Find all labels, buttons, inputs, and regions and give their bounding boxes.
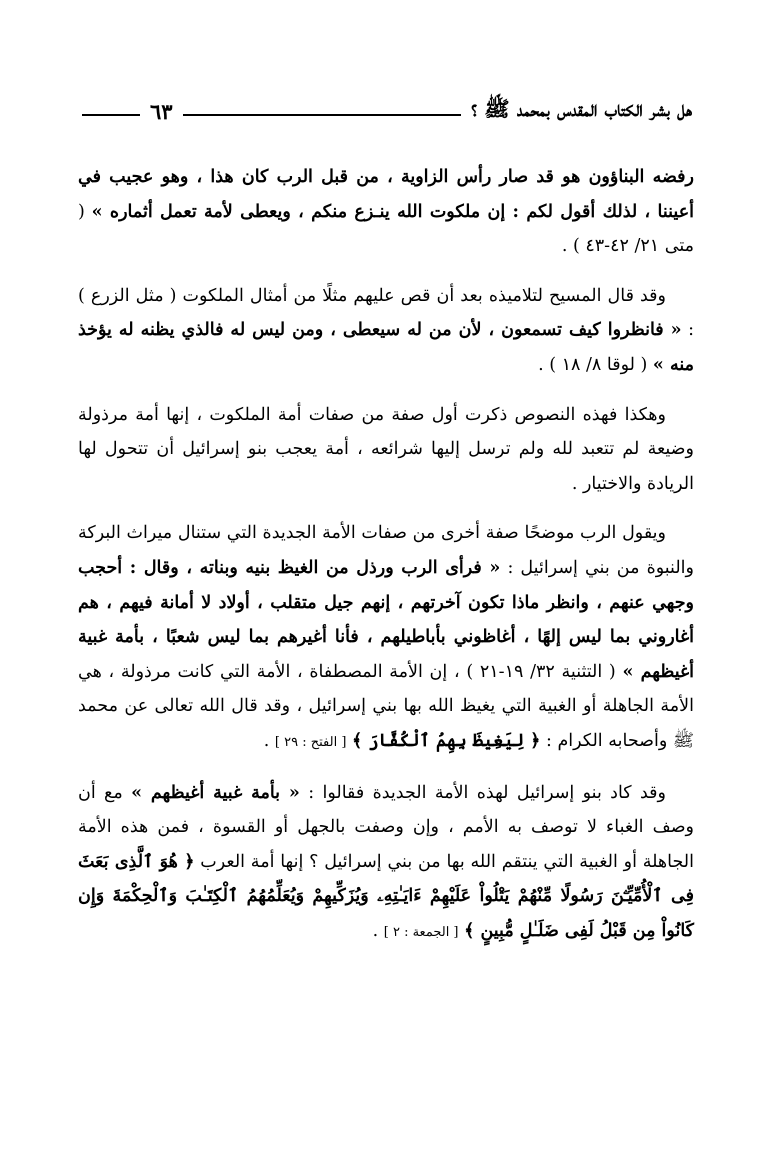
paragraph-4 <box>78 516 694 760</box>
citation-fath: [ الفتح : ٢٩ ] <box>274 734 347 750</box>
page-number: ٦٣ <box>150 98 173 124</box>
header-rule <box>183 114 462 116</box>
quote-deuteronomy: « فرأى الرب ورذل من الغيظ بنيه وبناته ، وقال : أحجب وجهي عنهم ، وانظر ماذا تكون آخرتهم ، إنهم جيل متقلب ، أولاد لا أمانة فيهم ، هم أغاروني بما ليس إلهًا ، أغاظوني بأباطيلهم ، فأنا أغيرهم بما ليس شعبًا ، بأمة غبية أغيظهم » <box>78 557 694 682</box>
quote-luke: « فانظروا كيف تسمعون ، لأن من له سيعطى ، ومن ليس له فالذي يظنه له يؤخذ منه » <box>78 320 694 375</box>
quran-verse-jumuah: ﴿ هُوَ ٱلَّذِى بَعَثَ فِى ٱلْأُمِّيِّـۧنَ رَسُولًا مِّنْهُمْ يَتْلُواْ عَلَيْهِمْ ءَايَـٰتِهِۦ وَيُزَكِّيهِمْ وَيُعَلِّمُهُمُ ٱلْكِتَـٰبَ وَٱلْحِكْمَةَ وَإِن كَانُواْ مِن قَبْلُ لَفِى ضَلَـٰلٍ مُّبِينٍ ﴾ <box>78 851 694 941</box>
body-text <box>78 160 694 950</box>
citation-jumuah: [ الجمعة : ٢ ] <box>383 924 459 940</box>
paragraph-4-intro: ويقول الرب موضحًا صفة أخرى من صفات الأمة الجديدة التي ستنال ميراث البركة والنبوة من بني إسرائيل : <box>78 523 694 578</box>
paragraph-1 <box>78 160 694 264</box>
running-title: هل بشر الكتاب المقدس بمحمد ﷺ ؟ <box>471 95 692 121</box>
reference-luke: ( لوقا ٨/ ١٨ ) . <box>538 354 648 375</box>
paragraph-2 <box>78 279 694 383</box>
quote-matthew: رفضه البناؤون هو قد صار رأس الزاوية ، من قبل الرب كان هذا ، وهو عجيب في أعيننا ، لذلك أقول لكم : إن ملكوت الله ينـزع منكم ، ويعطى لأمة تعمل أثماره » <box>78 167 694 222</box>
paragraph-5-middle: مع أن وصف الغباء لا توصف به الأمم ، وإن وصفت بالجهل أو القسوة ، فمن هذه الأمة الجاهلة أو الغبية التي ينتقم الله بها من بني إسرائيل ؟ إنها أمة العرب <box>78 782 694 872</box>
quote-foolish-nation: « بأمة غبية أغيظهم » <box>131 782 300 803</box>
paragraph-5-end: . <box>372 920 379 941</box>
paragraph-3-text: وهكذا فهذه النصوص ذكرت أول صفة من صفات أمة الملكوت ، إنها أمة مرذولة وضيعة لم تتعبد لله ولم ترسل إليها شرائعه ، أمة يعجب بنو إسرائيل أن تتحول لها الريادة والاختيار . <box>78 404 694 494</box>
paragraph-4-middle: ( التثنية ٣٢/ ١٩-٢١ ) ، إن الأمة المصطفاة ، الأمة التي كانت مرذولة ، هي الأمة الجاهلة أو الغبية التي يغيظ الله بها بني إسرائيل ، وقد قال الله تعالى عن محمد ﷺ وأصحابه الكرام : <box>78 661 694 751</box>
paragraph-2-intro: وقد قال المسيح لتلاميذه بعد أن قص عليهم مثلًا من أمثال الملكوت ( مثل الزرع ) : <box>78 285 694 341</box>
paragraph-5-intro: وقد كاد بنو إسرائيل لهذه الأمة الجديدة فقالوا : <box>308 782 666 803</box>
page-header <box>82 96 692 126</box>
paragraph-5 <box>78 776 694 951</box>
paragraph-4-end: . <box>263 730 270 751</box>
quran-verse-fath: ﴿ لِيَغِيظَ بِهِمُ ٱلْكُفَّارَ ﴾ <box>351 730 541 751</box>
header-rule-end <box>82 114 140 116</box>
reference-matthew: ( متى ٢١/ ٤٢-٤٣ ) . <box>78 201 694 257</box>
paragraph-3 <box>78 398 694 502</box>
